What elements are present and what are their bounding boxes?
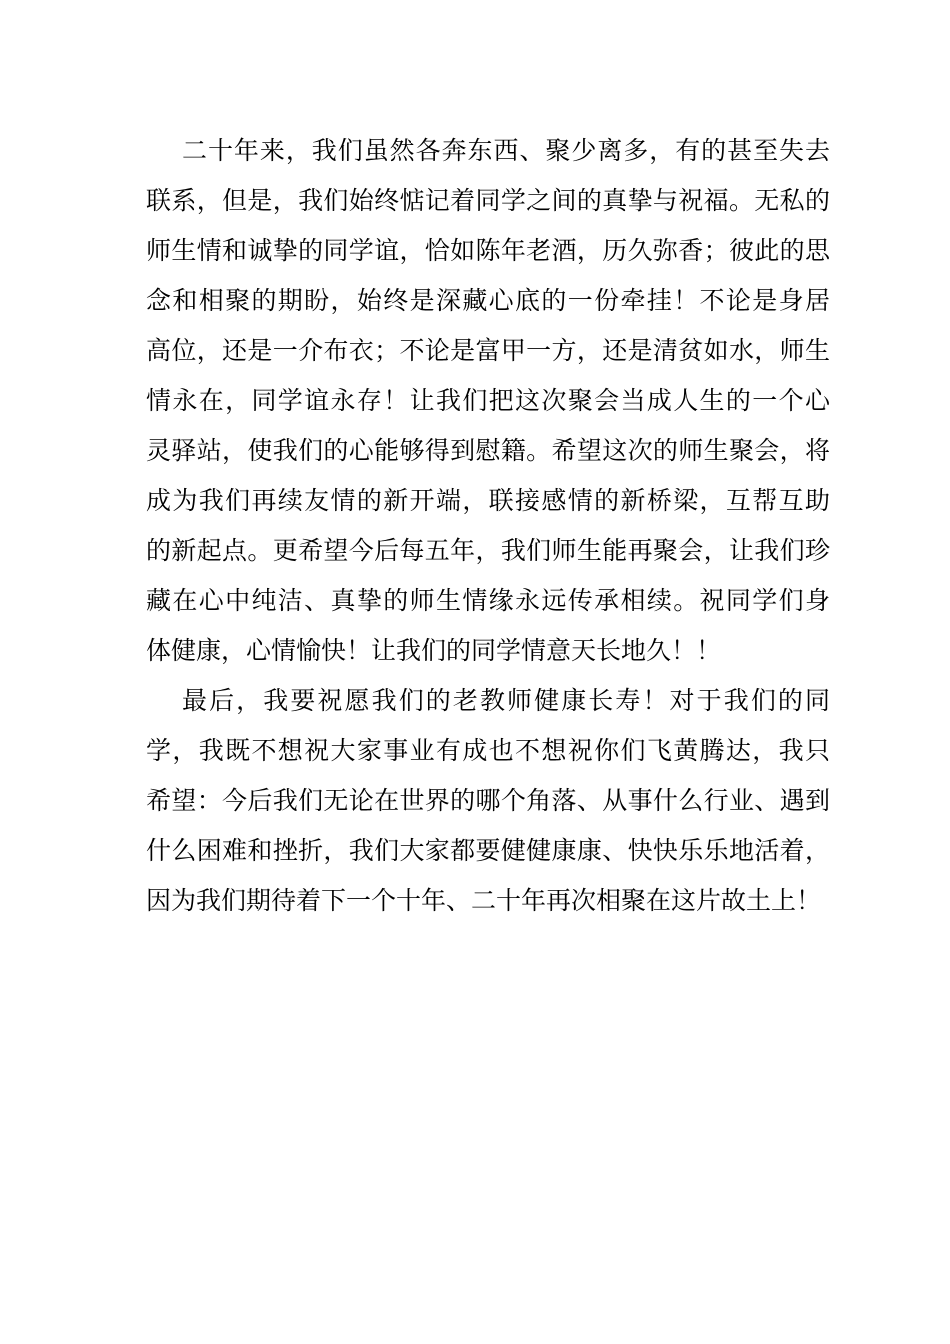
paragraph-line: 念和相聚的期盼，始终是深藏心底的一份牵挂！不论是身居 (146, 286, 830, 315)
paragraph-line: 因为我们期待着下一个十年、二十年再次相聚在这片故土上！ (146, 886, 822, 915)
paragraph-line: 学，我既不想祝大家事业有成也不想祝你们飞黄腾达，我只 (146, 736, 830, 765)
paragraph-line: 的新起点。更希望今后每五年，我们师生能再聚会，让我们珍 (146, 536, 830, 565)
paragraph-line: 什么困难和挫折，我们大家都要健健康康、快快乐乐地活着， (146, 836, 830, 865)
paragraph-line: 情永在，同学谊永存！让我们把这次聚会当成人生的一个心 (146, 386, 830, 415)
paragraph-line: 希望：今后我们无论在世界的哪个角落、从事什么行业、遇到 (146, 786, 830, 815)
paragraph-line: 藏在心中纯洁、真挚的师生情缘永远传承相续。祝同学们身 (146, 586, 830, 615)
paragraph-line: 灵驿站，使我们的心能够得到慰籍。希望这次的师生聚会，将 (146, 436, 830, 465)
paragraph-line: 最后，我要祝愿我们的老教师健康长寿！对于我们的同 (182, 686, 830, 715)
paragraph-line: 高位，还是一介布衣；不论是富甲一方，还是清贫如水，师生 (146, 336, 830, 365)
paragraph-line: 体健康，心情愉快！让我们的同学情意天长地久！！ (146, 636, 722, 665)
paragraph-2 (146, 676, 830, 926)
paragraph-1 (146, 126, 830, 676)
paragraph-line: 联系，但是，我们始终惦记着同学之间的真挚与祝福。无私的 (146, 186, 830, 215)
paragraph-line: 二十年来，我们虽然各奔东西、聚少离多，有的甚至失去 (182, 136, 830, 165)
body-text (146, 126, 830, 926)
paragraph-line: 成为我们再续友情的新开端，联接感情的新桥梁，互帮互助 (146, 486, 830, 515)
paragraph-line: 师生情和诚挚的同学谊，恰如陈年老酒，历久弥香；彼此的思 (146, 236, 830, 265)
